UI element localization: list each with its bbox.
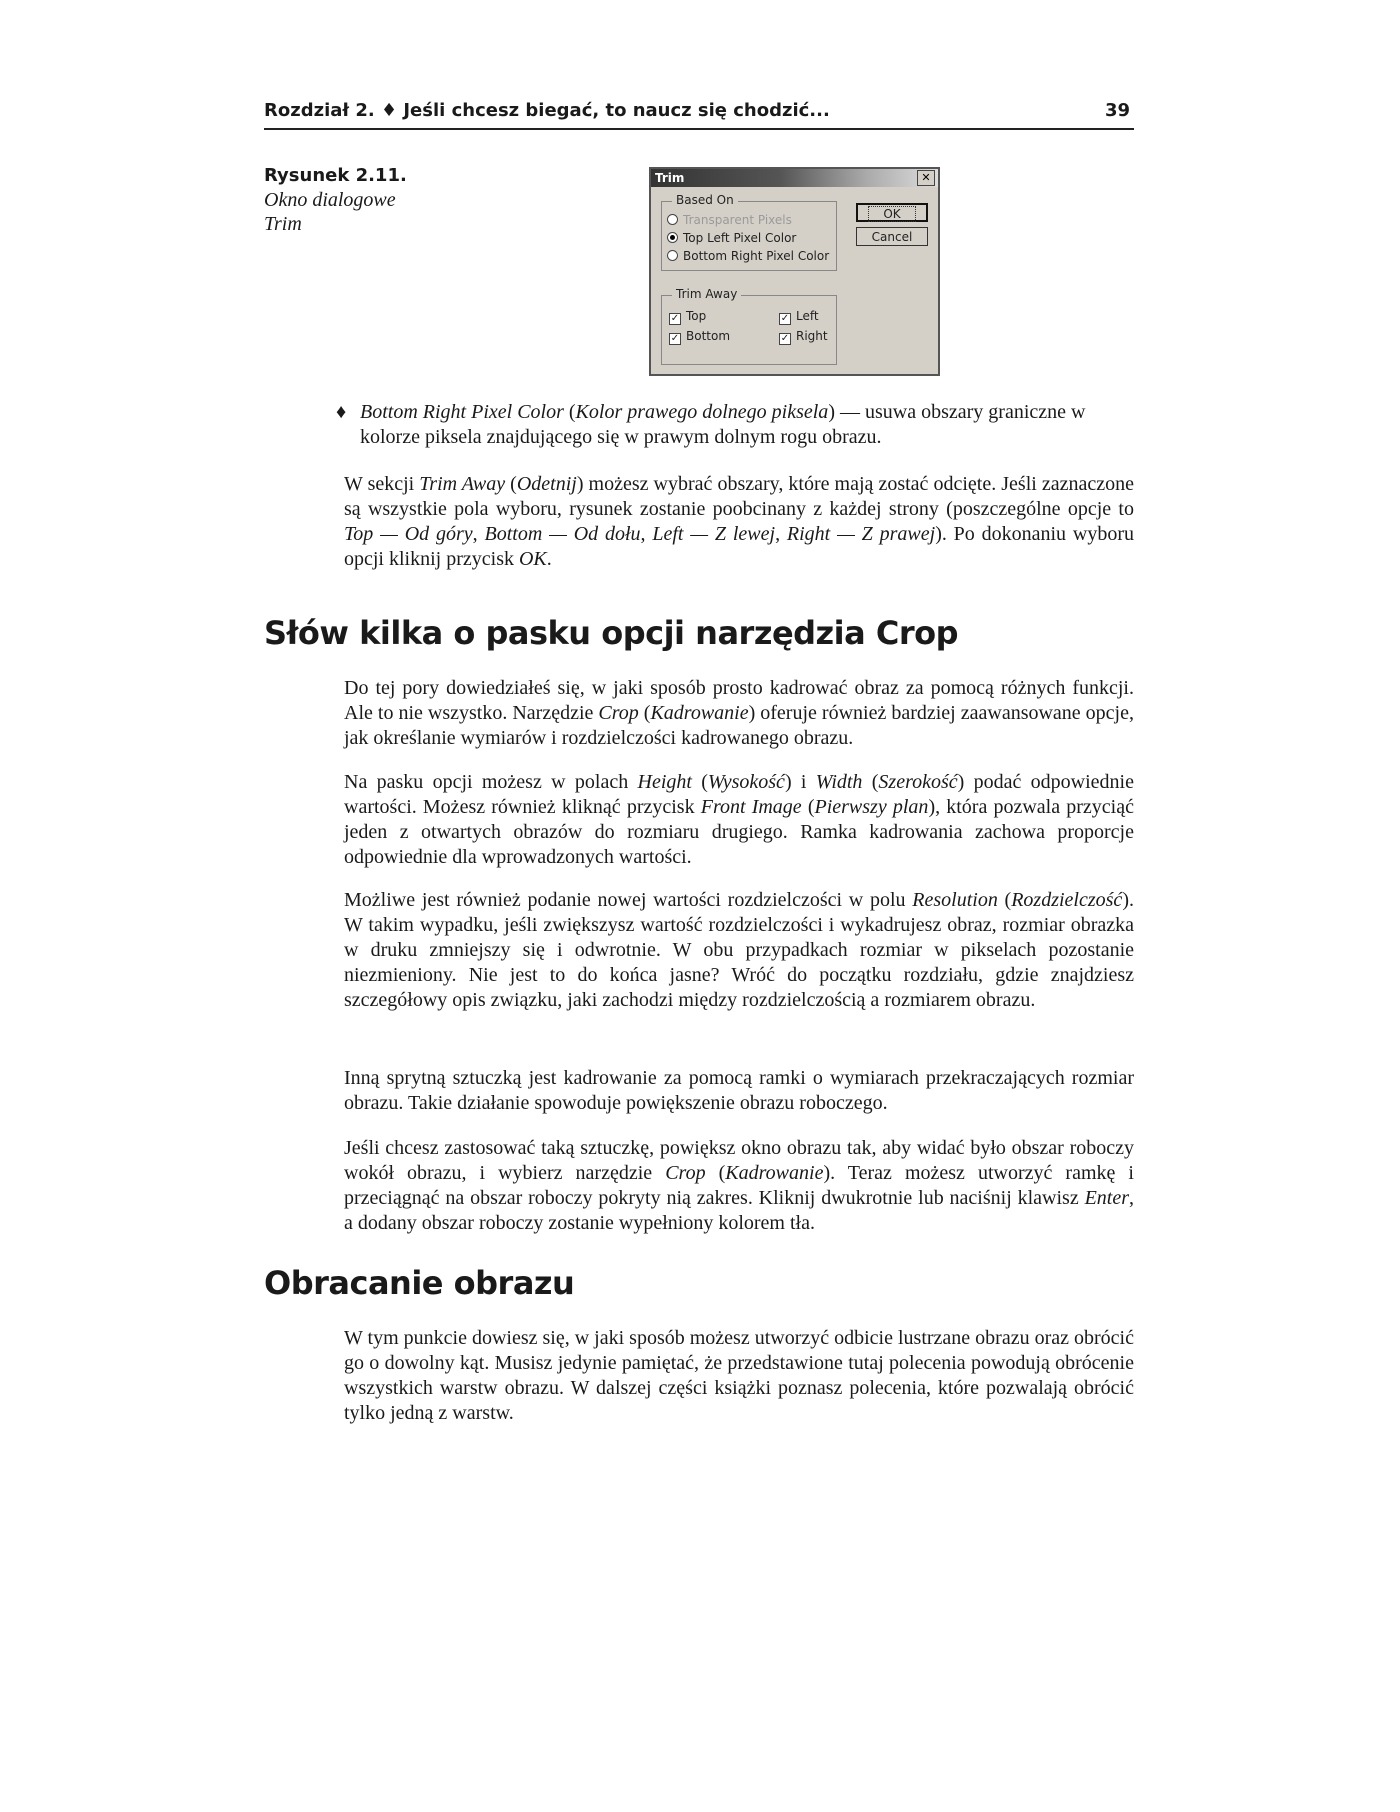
check-icon: ✓ [780,313,790,324]
figure-label: Rysunek 2.11. [264,165,407,186]
figure-caption [264,164,444,236]
bullet-term-pl: Kolor prawego dolnego piksela [575,401,829,423]
based-on-legend: Based On [672,193,738,207]
check-icon: ✓ [780,333,790,344]
checkbox-bottom[interactable]: ✓ Bottom [670,329,731,344]
checkbox-left[interactable]: ✓ Left [780,309,819,324]
dialog-titlebar [651,169,938,187]
section-heading-rotate: Obracanie obrazu [264,1264,575,1302]
paragraph-crop-workspace: Jeśli chcesz zastosować taką sztuczkę, powiększ okno obrazu tak, aby widać było obszar roboczy wokół obrazu, i wybierz narzędzie Crop (Kadrowanie). Teraz możesz utworzyć ramkę i przeciągnąć na obszar roboczy pokryty nią zakres. Kliknij dwukrotnie lub naciśnij klawisz Enter, a dodany obszar roboczy zostanie wypełniony kolorem tła. [344,1137,1134,1234]
page-number: 39 [1104,100,1130,121]
close-icon[interactable]: ✕ [917,170,935,186]
radio-icon [667,214,678,225]
trim-away-legend: Trim Away [672,287,741,301]
paragraph-resolution: Możliwe jest również podanie nowej wartości rozdzielczości w polu Resolution (Rozdzielczość). W takim wypadku, jeśli zwiększysz wartość rozdzielczości i wykadrujesz obraz, rozmiar obrazka w druku zmniejszy się i odwrotnie. W obu przypadkach rozmiar w pikselach pozostanie niezmieniony. Nie jest to do końca jasne? Wróć do początku rozdziału, gdzie znajdziesz szczegółowy opis związku, jaki zachodzi między rozdzielczością a rozmiarem obrazu. [344,889,1134,1011]
cancel-button[interactable]: Cancel [856,227,928,246]
radio-selected-icon [667,232,678,243]
radio-icon [667,250,678,261]
checkbox-right[interactable]: ✓ Right [780,329,828,344]
paragraph-height-width: Na pasku opcji możesz w polach Height (Wysokość) i Width (Szerokość) podać odpowiednie wartości. Możesz również kliknąć przycisk Front Image (Pierwszy plan), która pozwala przyciąć jeden z otwartych obrazów do rozmiaru drugiego. Ramka kadrowania zachowa proporcje odpowiednie dla wprowadzonych wartości. [344,771,1134,868]
diamond-bullet-icon: ♦ [336,401,347,423]
radio-top-left-pixel-color[interactable]: Top Left Pixel Color [667,231,796,245]
dialog-title: Trim [655,171,685,185]
paragraph-trick: Inną sprytną sztuczką jest kadrowanie za pomocą ramki o wymiarach przekraczających rozmiar obrazu. Takie działanie spowoduje powiększenie obrazu roboczego. [344,1067,1134,1114]
paragraph-crop-intro: Do tej pory dowiedziałeś się, w jaki sposób prosto kadrować obraz za pomocą różnych funkcji. Ale to nie wszystko. Narzędzie Crop (Kadrowanie) oferuje również bardziej zaawansowane opcje, jak określanie wymiarów i rozdzielczości kadrowanego obrazu. [344,677,1134,749]
trim-dialog [649,167,940,376]
checkbox-top[interactable]: ✓ Top [670,309,707,324]
chapter-title: Rozdział 2. ♦ Jeśli chcesz biegać, to naucz się chodzić... [264,100,830,121]
figure-description-line2: Trim [264,213,302,235]
bullet-text: — usuwa obszary graniczne w kolorze piksela znajdującego się w prawym dolnym rogu obrazu. [360,401,1086,448]
check-icon: ✓ [670,333,680,344]
figure-description-line1: Okno dialogowe [264,189,396,211]
bullet-bottom-right-pixel-color: ♦ Bottom Right Pixel Color (Kolor prawego dolnego piksela) — usuwa obszary graniczne w kolorze piksela znajdującego się w prawym dolnym rogu obrazu. [336,401,1086,448]
bullet-term: Bottom Right Pixel Color [360,401,564,423]
section-heading-crop: Słów kilka o pasku opcji narzędzia Crop [264,614,959,652]
running-header [264,98,1134,130]
paragraph-rotate: W tym punkcie dowiesz się, w jaki sposób możesz utworzyć odbicie lustrzane obrazu oraz obrócić go o dowolny kąt. Musisz jedynie pamiętać, że przedstawione tutaj polecenia powodują obrócenie wszystkich warstw obrazu. W dalszej części książki poznasz polecenia, które pozwalają obrócić tylko jedną z warstw. [344,1327,1134,1424]
ok-button[interactable]: OK [856,203,928,222]
radio-transparent-pixels[interactable]: Transparent Pixels [667,213,792,227]
radio-bottom-right-pixel-color[interactable]: Bottom Right Pixel Color [667,249,829,263]
check-icon: ✓ [670,313,680,324]
paragraph-trim-away: W sekcji Trim Away (Odetnij) możesz wybrać obszary, które mają zostać odcięte. Jeśli zaznaczone są wszystkie pola wyboru, rysunek zostanie poobcinany z każdej strony (poszczególne opcje to Top — Od góry, Bottom — Od dołu, Left — Z lewej, Right — Z prawej). Po dokonaniu wyboru opcji kliknij przycisk OK. [344,473,1134,570]
